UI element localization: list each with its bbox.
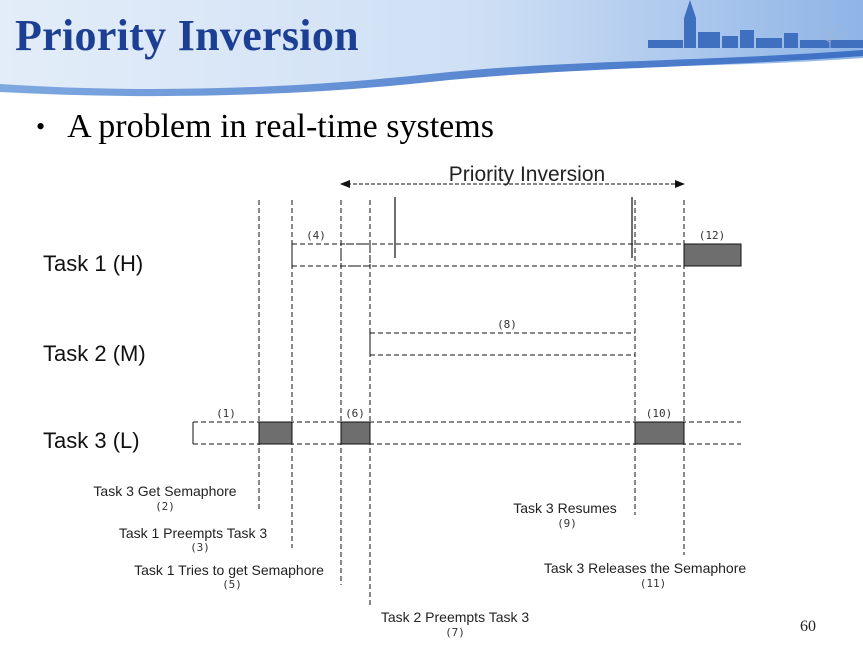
annotation-3-num: (3) xyxy=(190,541,210,554)
annotation-2-num: (2) xyxy=(155,500,175,513)
task-3-label: Task 3 (L) xyxy=(43,428,140,453)
priority-inversion-label: Priority Inversion xyxy=(448,163,606,186)
task-3-exec-6 xyxy=(341,422,370,444)
step-label-10: (10) xyxy=(645,407,673,420)
annotation-11-num: (11) xyxy=(639,577,667,590)
step-label-8: (8) xyxy=(497,318,517,331)
annotation-7: Task 2 Preempts Task 3 xyxy=(380,609,530,625)
task-1-label: Task 1 (H) xyxy=(43,251,144,276)
page-number: 60 xyxy=(800,618,816,635)
annotation-7-num: (7) xyxy=(445,626,465,639)
slide-title: Priority Inversion xyxy=(15,11,359,60)
step-label-12: (12) xyxy=(698,229,726,242)
bullet-dot-icon: • xyxy=(36,112,46,141)
task-1-exec-12 xyxy=(684,244,741,266)
step-label-6: (6) xyxy=(345,407,365,420)
annotation-11: Task 3 Releases the Semaphore xyxy=(543,560,747,576)
annotation-3: Task 1 Preempts Task 3 xyxy=(118,525,268,541)
step-label-1: (1) xyxy=(216,407,236,420)
bullet-text: A problem in real-time systems xyxy=(67,108,494,145)
annotation-5: Task 1 Tries to get Semaphore xyxy=(134,562,324,578)
annotation-2: Task 3 Get Semaphore xyxy=(93,483,237,499)
step-label-4: (4) xyxy=(306,229,326,242)
annotation-5-num: (5) xyxy=(222,578,242,591)
annotation-9: Task 3 Resumes xyxy=(513,500,617,516)
task-3-exec-10 xyxy=(635,422,684,444)
task-2-label: Task 2 (M) xyxy=(43,341,146,366)
annotation-9-num: (9) xyxy=(557,517,577,530)
task-3-exec-2 xyxy=(259,422,292,444)
